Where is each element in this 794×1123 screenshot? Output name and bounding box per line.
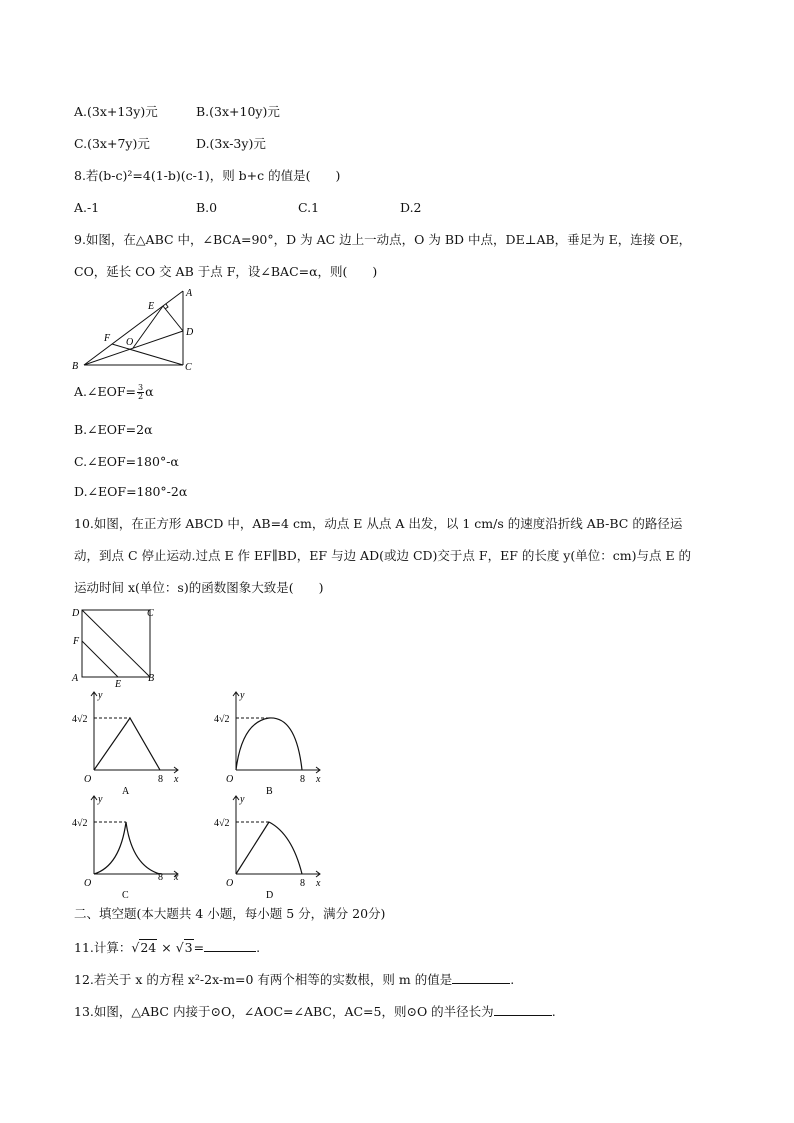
q9-stem-line2: CO，延长 CO 交 AB 于点 F，设∠BAC=α，则( ) (74, 264, 378, 279)
q9-option-a-prefix: A.∠EOF= (74, 384, 136, 399)
graph-c-origin: O (84, 878, 92, 889)
graph-b (214, 686, 334, 796)
q8-option-c: C.1 (298, 200, 320, 215)
graph-d-xmax: 8 (300, 878, 305, 889)
fig9-label-d: D (186, 327, 194, 338)
q11-times: × (157, 940, 176, 955)
q8-option-d: D.2 (400, 200, 422, 215)
fig9-label-a: A (186, 288, 193, 299)
q12-answer-blank[interactable] (452, 972, 510, 984)
graph-c (72, 790, 192, 900)
graph-c-label: C (122, 890, 129, 901)
square-label-a: A (72, 673, 79, 684)
fig9-label-b: B (72, 361, 79, 372)
graph-a-xmax: 8 (158, 774, 163, 785)
q7-option-b: B.(3x+10y)元 (196, 104, 280, 119)
square-label-f: F (73, 636, 80, 647)
graph-a-y-axis: y (98, 690, 103, 701)
q10-square-figure (70, 604, 160, 690)
graph-b-origin: O (226, 774, 234, 785)
graph-d-label: D (266, 890, 274, 901)
section-two-heading: 二、填空题(本大题共 4 小题，每小题 5 分，满分 20分) (74, 906, 386, 921)
square-label-b: B (148, 673, 155, 684)
q9-triangle-figure (70, 285, 210, 375)
fraction-denominator: 2 (138, 392, 144, 401)
fig9-label-o: O (126, 337, 134, 348)
graph-c-x-axis: x (174, 872, 179, 883)
graph-d-x-axis: x (316, 878, 321, 889)
sqrt-icon: √ (131, 940, 140, 955)
q9-option-a-fraction (137, 384, 144, 401)
q10-stem-line1: 10.如图，在正方形 ABCD 中，AB=4 cm，动点 E 从点 A 出发，以 1 cm/s 的速度沿折线 AB-BC 的路径运 (74, 516, 683, 531)
q11-end: . (256, 940, 261, 955)
q7-option-a: A.(3x+13y)元 (74, 104, 158, 119)
fraction-numerator: 3 (138, 383, 144, 392)
q9-option-d: D.∠EOF=180°-2α (74, 484, 188, 499)
q12 (74, 972, 514, 988)
q11-equals: = (193, 940, 205, 955)
q10-stem-line2: 动，到点 C 停止运动.过点 E 作 EF∥BD，EF 与边 AD(或边 CD)交于点 F，EF 的长度 y(单位：cm)与点 E 的 (74, 548, 692, 563)
square-label-e: E (115, 679, 122, 690)
q9-option-b: B.∠EOF=2α (74, 422, 153, 437)
q13 (74, 1004, 556, 1020)
square-label-c: C (147, 608, 154, 619)
graph-c-xmax: 8 (158, 872, 163, 883)
q9-stem-line1: 9.如图，在△ABC 中，∠BCA=90°，D 为 AC 边上一动点，O 为 BD 中点，DE⊥AB，垂足为 E，连接 OE， (74, 232, 692, 247)
q13-answer-blank[interactable] (494, 1004, 552, 1016)
graph-a-ymax: 4√2 (72, 714, 88, 725)
graph-c-ymax: 4√2 (72, 818, 88, 829)
graph-b-xmax: 8 (300, 774, 305, 785)
fig9-label-e: E (148, 301, 155, 312)
q12-end: . (510, 972, 515, 987)
graph-a-x-axis: x (174, 774, 179, 785)
graph-b-y-axis: y (240, 690, 245, 701)
q8-option-b: B.0 (196, 200, 218, 215)
q10-stem-line3: 运动时间 x(单位：s)的函数图象大致是( ) (74, 580, 324, 595)
q9-option-a (74, 384, 154, 401)
q7-option-c: C.(3x+7y)元 (74, 136, 150, 151)
graph-a-origin: O (84, 774, 92, 785)
square-label-d: D (72, 608, 80, 619)
q11-radicand-2: 3 (184, 940, 193, 955)
q8-stem: 8.若(b-c)²=4(1-b)(c-1)，则 b+c 的值是( ) (74, 168, 341, 183)
q9-option-a-suffix: α (145, 384, 154, 399)
graph-d-y-axis: y (240, 794, 245, 805)
graph-d-ymax: 4√2 (214, 818, 230, 829)
fig9-label-c: C (185, 362, 192, 373)
graph-d-origin: O (226, 878, 234, 889)
q8-option-a: A.-1 (74, 200, 100, 215)
graph-b-ymax: 4√2 (214, 714, 230, 725)
graph-b-label: B (266, 786, 273, 797)
fig9-label-f: F (104, 333, 111, 344)
graph-a (72, 686, 192, 796)
q7-option-d: D.(3x-3y)元 (196, 136, 266, 151)
q9-option-c: C.∠EOF=180°-α (74, 454, 179, 469)
q11-prefix: 11.计算： (74, 940, 132, 955)
graph-c-y-axis: y (98, 794, 103, 805)
q11-radicand-1: 24 (140, 940, 157, 955)
q12-text: 12.若关于 x 的方程 x²-2x-m=0 有两个相等的实数根，则 m 的值是 (74, 972, 453, 987)
graph-d (214, 790, 334, 900)
q11 (74, 940, 260, 956)
q13-text: 13.如图，△ABC 内接于⊙O，∠AOC=∠ABC，AC=5，则⊙O 的半径长为 (74, 1004, 494, 1019)
graph-a-label: A (122, 786, 130, 797)
q11-answer-blank[interactable] (204, 940, 256, 952)
graph-b-x-axis: x (316, 774, 321, 785)
q13-end: . (551, 1004, 556, 1019)
sqrt-icon: √ (175, 940, 184, 955)
